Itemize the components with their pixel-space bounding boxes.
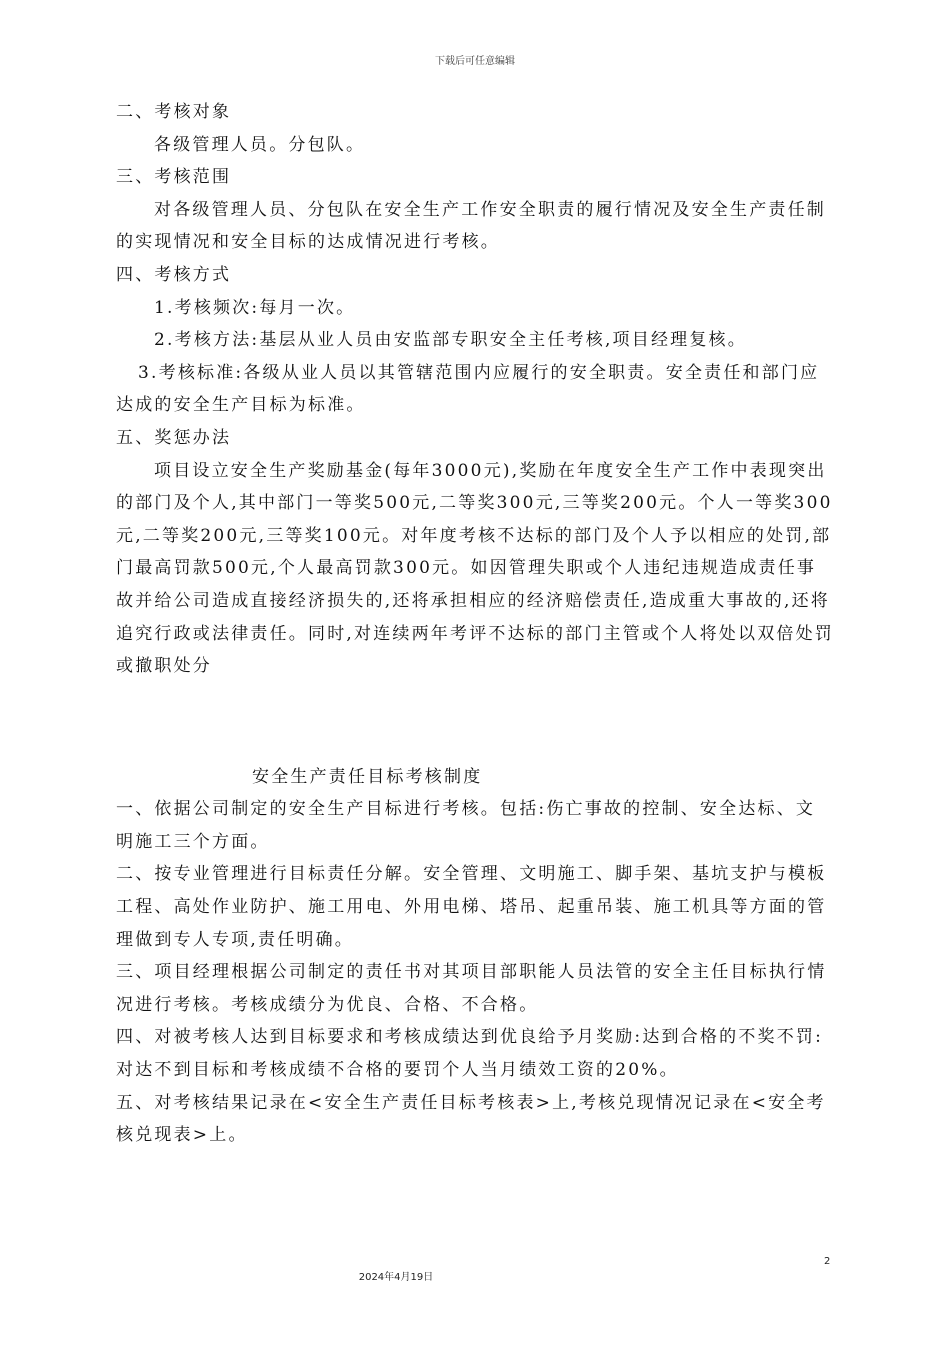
paragraph-method-frequency: 1.考核频次:每月一次。 [154, 297, 356, 318]
paragraph-rewards-penalties: 项目设立安全生产奖励基金(每年3000元),奖励在年度安全生产工作中表现突出的部门及个人,其中部门一等奖500元,二等奖300元,三等奖200元。个人一等奖300元,二等奖200元,三等奖100元。对年度考核不达标的部门及个人予以相应的处罚,部门最高罚款500元,个人最高罚款300元。如因管理失职或个人违纪违规造成责任事故并给公司造成直接经济损失的,还将承担相应的经济赔偿责任,造成重大事故的,还将追究行政或法律责任。同时,对连续两年考评不达标的部门主管或个人将处以双倍处罚或撤职处分 [116, 460, 835, 677]
paragraph-method-standard: 3.考核标准:各级从业人员以其管辖范围内应履行的安全职责。安全责任和部门应达成的安全生产目标为标准。 [116, 362, 820, 416]
section-heading-rewards-penalties: 五、奖惩办法 [116, 427, 232, 448]
document-body [116, 96, 834, 1152]
page-number: 2 [824, 1256, 831, 1267]
paragraph-rule-3: 三、项目经理根据公司制定的责任书对其项目部职能人员法管的安全主任目标执行情况进行考核。考核成绩分为优良、合格、不合格。 [116, 962, 827, 1015]
section-spacer [116, 683, 834, 761]
paragraph-assessment-scope: 对各级管理人员、分包队在安全生产工作安全职责的履行情况及安全生产责任制的实现情况和安全目标的达成情况进行考核。 [116, 199, 826, 253]
section-heading-assessment-scope: 三、考核范围 [116, 167, 232, 188]
paragraph-rule-5: 五、对考核结果记录在<安全生产责任目标考核表>上,考核兑现情况记录在<安全考核兑现表>上。 [116, 1092, 826, 1146]
section-heading-assessment-method: 四、考核方式 [116, 264, 232, 285]
paragraph-rule-1: 一、依据公司制定的安全生产目标进行考核。包括:伤亡事故的控制、安全达标、文明施工三个方面。 [116, 799, 816, 852]
paragraph-rule-4: 四、对被考核人达到目标要求和考核成绩达到优良给予月奖励:达到合格的不奖不罚:对达不到目标和考核成绩不合格的要罚个人当月绩效工资的20%。 [116, 1027, 824, 1081]
paragraph-method-procedure: 2.考核方法:基层从业人员由安监部专职安全主任考核,项目经理复核。 [154, 330, 747, 351]
paragraph-assessment-target: 各级管理人员。分包队。 [154, 134, 366, 155]
footer-date: 2024年4月19日 [358, 1272, 434, 1283]
document-section-title: 安全生产责任目标考核制度 [252, 766, 483, 787]
paragraph-rule-2: 二、按专业管理进行目标责任分解。安全管理、文明施工、脚手架、基坑支护与模板工程、高处作业防护、施工用电、外用电梯、塔吊、起重吊装、施工机具等方面的管理做到专人专项,责任明确。 [116, 864, 827, 950]
page-header: 下载后可任意编辑 [435, 56, 515, 67]
section-heading-assessment-target: 二、考核对象 [116, 102, 232, 122]
